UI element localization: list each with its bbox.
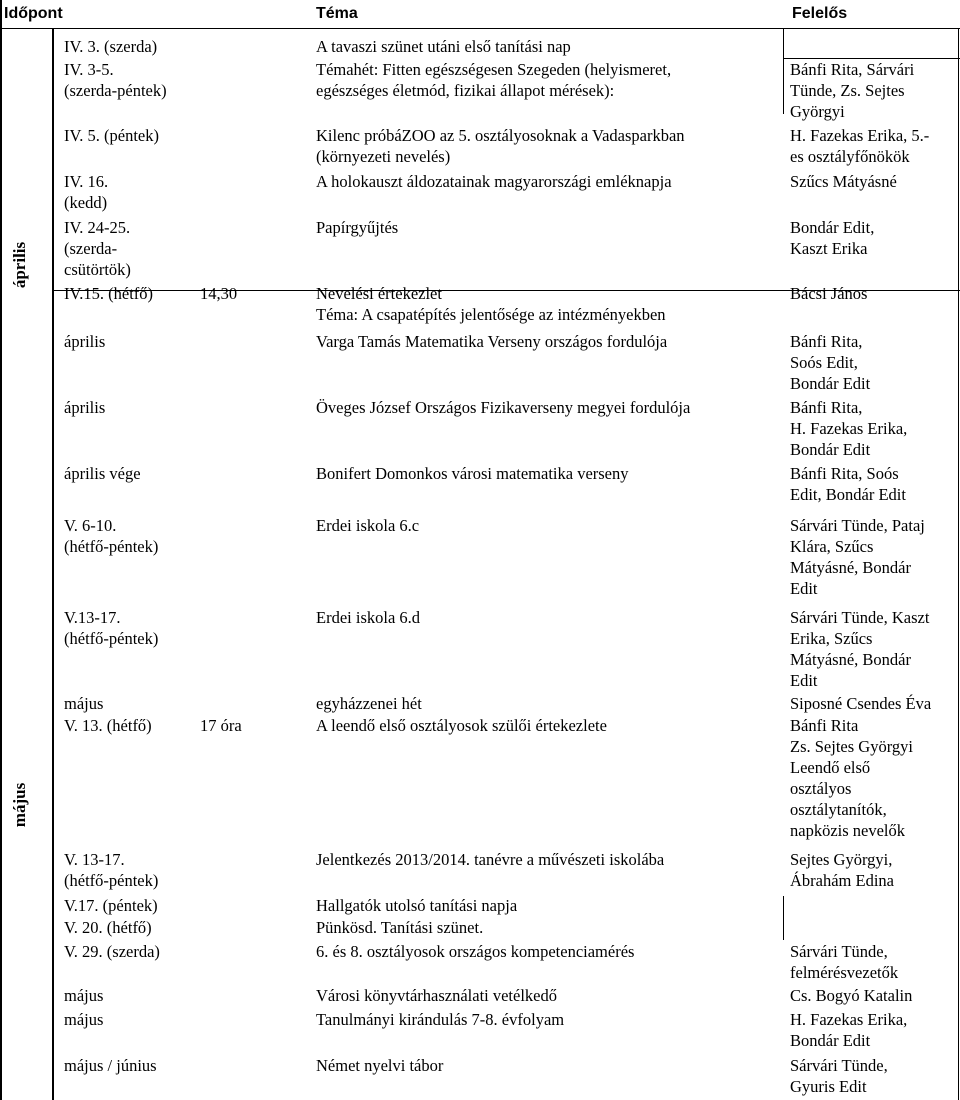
event-date: május bbox=[64, 694, 104, 713]
event-date: IV. 24-25. (szerda- csütörtök) bbox=[64, 218, 131, 279]
event-topic: Öveges József Országos Fizikaverseny megyei fordulója bbox=[316, 398, 691, 417]
event-topic: Bonifert Domonkos városi matematika verseny bbox=[316, 464, 629, 483]
event-time: 14,30 bbox=[200, 284, 238, 303]
event-date: május bbox=[64, 986, 104, 1005]
event-date: IV. 16. (kedd) bbox=[64, 172, 109, 212]
event-responsible: Sárvári Tünde, felmérésvezetők bbox=[790, 942, 899, 982]
event-responsible: Szűcs Mátyásné bbox=[790, 172, 897, 191]
event-responsible: Sejtes Györgyi, Ábrahám Edina bbox=[790, 850, 895, 890]
event-topic: Nevelési értekezlet Téma: A csapatépítés jelentősége az intézményekben bbox=[316, 284, 666, 324]
table-header bbox=[0, 0, 960, 29]
event-topic: Papírgyűjtés bbox=[316, 218, 399, 237]
header-topic: Téma bbox=[316, 5, 358, 22]
header-responsible: Felelős bbox=[792, 5, 848, 22]
event-topic: Jelentkezés 2013/2014. tanévre a művészeti iskolába bbox=[316, 850, 665, 869]
event-topic: Kilenc próbáZOO az 5. osztályosoknak a Vadasparkban (környezeti nevelés) bbox=[316, 126, 685, 166]
event-date: április bbox=[64, 332, 106, 351]
event-date: V.17. (péntek) bbox=[64, 896, 158, 915]
event-responsible: Bánfi Rita, H. Fazekas Erika, Bondár Edit bbox=[790, 398, 908, 459]
event-responsible: Bánfi Rita, Soós Edit, Bondár Edit bbox=[790, 464, 906, 504]
event-topic: Varga Tamás Matematika Verseny országos fordulója bbox=[316, 332, 668, 351]
event-topic: A leendő első osztályosok szülői értekezlete bbox=[316, 716, 607, 735]
event-responsible: Sárvári Tünde, Gyuris Edit bbox=[790, 1056, 888, 1096]
event-date: IV. 5. (péntek) bbox=[64, 126, 160, 145]
event-responsible: Cs. Bogyó Katalin bbox=[790, 986, 913, 1005]
event-date: IV. 3. (szerda) bbox=[64, 37, 158, 56]
event-responsible: H. Fazekas Erika, 5.- es osztályfőnökök bbox=[790, 126, 930, 166]
event-responsible: Bácsi János bbox=[790, 284, 868, 303]
event-topic: Témahét: Fitten egészségesen Szegeden (helyismeret, egészséges életmód, fizikai állapot mérések): bbox=[316, 60, 672, 100]
event-date: V. 20. (hétfő) bbox=[64, 918, 152, 937]
event-topic: Hallgatók utolsó tanítási napja bbox=[316, 896, 518, 915]
table-left-border bbox=[0, 0, 2, 1100]
event-responsible: Sárvári Tünde, Pataj Klára, Szűcs Mátyásné, Bondár Edit bbox=[790, 516, 925, 598]
event-topic: Tanulmányi kirándulás 7-8. évfolyam bbox=[316, 1010, 565, 1029]
event-responsible: Bánfi Rita, Sárvári Tünde, Zs. Sejtes Györgyi bbox=[790, 60, 915, 121]
event-topic: Német nyelvi tábor bbox=[316, 1056, 444, 1075]
event-date: V. 13-17. (hétfő-péntek) bbox=[64, 850, 159, 890]
event-responsible: H. Fazekas Erika, Bondár Edit bbox=[790, 1010, 908, 1050]
event-responsible: Siposné Csendes Éva bbox=[790, 694, 932, 713]
event-date: V. 29. (szerda) bbox=[64, 942, 160, 961]
event-date: április vége bbox=[64, 464, 141, 483]
event-date: május bbox=[64, 1010, 104, 1029]
event-responsible: Bánfi Rita Zs. Sejtes Györgyi Leendő első osztályos osztálytanítók, napközis nevelők bbox=[790, 716, 913, 840]
event-date: május / június bbox=[64, 1056, 157, 1075]
event-topic: Erdei iskola 6.c bbox=[316, 516, 420, 535]
month-column-divider bbox=[52, 28, 54, 1100]
month-label-may: május bbox=[10, 782, 29, 828]
event-topic: Városi könyvtárhasználati vetélkedő bbox=[316, 986, 557, 1005]
event-topic: 6. és 8. osztályosok országos kompetenciamérés bbox=[316, 942, 635, 961]
event-date: V. 6-10. (hétfő-péntek) bbox=[64, 516, 159, 556]
event-responsible: Bondár Edit, Kaszt Erika bbox=[790, 218, 875, 258]
event-topic: A holokauszt áldozatainak magyarországi emléknapja bbox=[316, 172, 672, 191]
event-topic: Pünkösd. Tanítási szünet. bbox=[316, 918, 484, 937]
event-date: április bbox=[64, 398, 106, 417]
event-date: V. 13. (hétfő) bbox=[64, 716, 152, 735]
event-time: 17 óra bbox=[200, 716, 242, 735]
event-topic: A tavaszi szünet utáni első tanítási nap bbox=[316, 37, 571, 56]
event-responsible: Bánfi Rita, Soós Edit, Bondár Edit bbox=[790, 332, 871, 393]
event-date: V.13-17. (hétfő-péntek) bbox=[64, 608, 159, 648]
event-topic: Erdei iskola 6.d bbox=[316, 608, 421, 627]
event-responsible: Sárvári Tünde, Kaszt Erika, Szűcs Mátyásné, Bondár Edit bbox=[790, 608, 930, 690]
event-date: IV.15. (hétfő) bbox=[64, 284, 154, 303]
month-label-april: április bbox=[10, 241, 29, 289]
event-date: IV. 3-5. (szerda-péntek) bbox=[64, 60, 167, 100]
event-topic: egyházzenei hét bbox=[316, 694, 422, 713]
header-time: Időpont bbox=[4, 5, 63, 22]
